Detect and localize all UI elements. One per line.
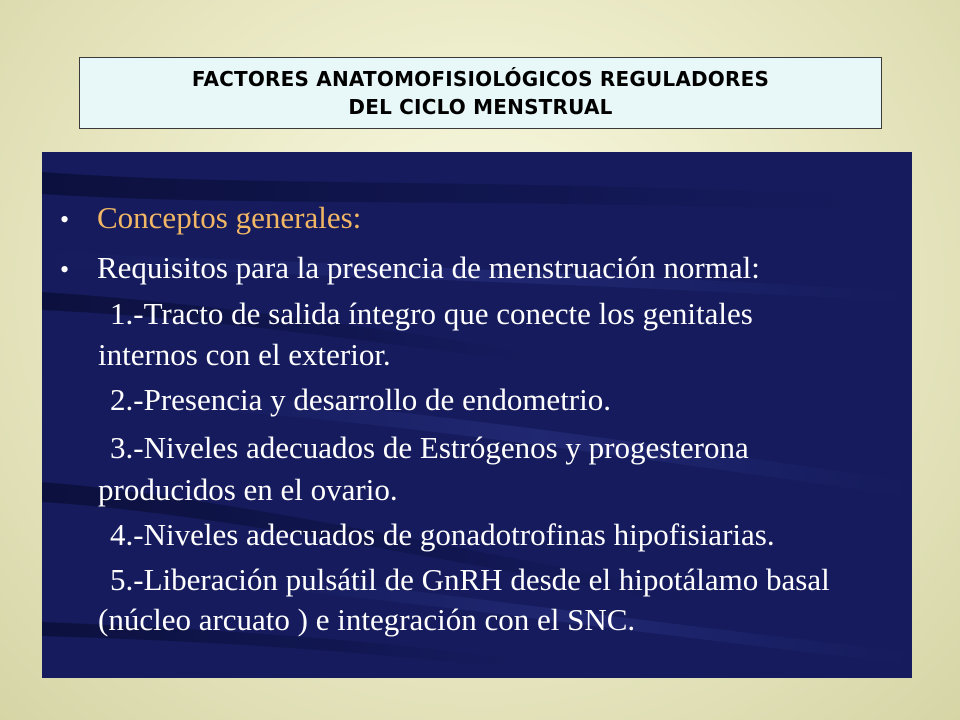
item-4-line-1: 4.-Niveles adecuados de gonadotrofinas hipofisiarias. [110, 517, 775, 552]
item-5-line-1: 5.-Liberación pulsátil de GnRH desde el hipotálamo basal [110, 562, 830, 597]
bullet-text: Conceptos generales: [97, 200, 362, 235]
item-5-line-2: (núcleo arcuato ) e integración con el SNC. [98, 602, 636, 637]
slide-title-line-1: FACTORES ANATOMOFISIOLÓGICOS REGULADORES [191, 67, 770, 91]
bullet-dot: • [60, 255, 70, 284]
item-1-line-2: internos con el exterior. [98, 337, 391, 372]
item-3-line-2: producidos en el ovario. [98, 472, 398, 507]
content-panel [42, 152, 912, 678]
bullet-text: Requisitos para la presencia de menstruación normal: [97, 250, 760, 285]
slide-title-box [79, 57, 882, 129]
item-1-line-1: 1.-Tracto de salida íntegro que conecte los genitales [110, 296, 753, 331]
bullet-requisitos [60, 250, 760, 286]
slide-title-line-2: DEL CICLO MENSTRUAL [348, 95, 613, 119]
bullet-conceptos-generales [60, 200, 361, 236]
slide-body [42, 152, 912, 678]
bullet-dot: • [60, 205, 70, 234]
item-3-line-1: 3.-Niveles adecuados de Estrógenos y progesterona [110, 430, 749, 465]
item-2-line-1: 2.-Presencia y desarrollo de endometrio. [110, 382, 611, 417]
